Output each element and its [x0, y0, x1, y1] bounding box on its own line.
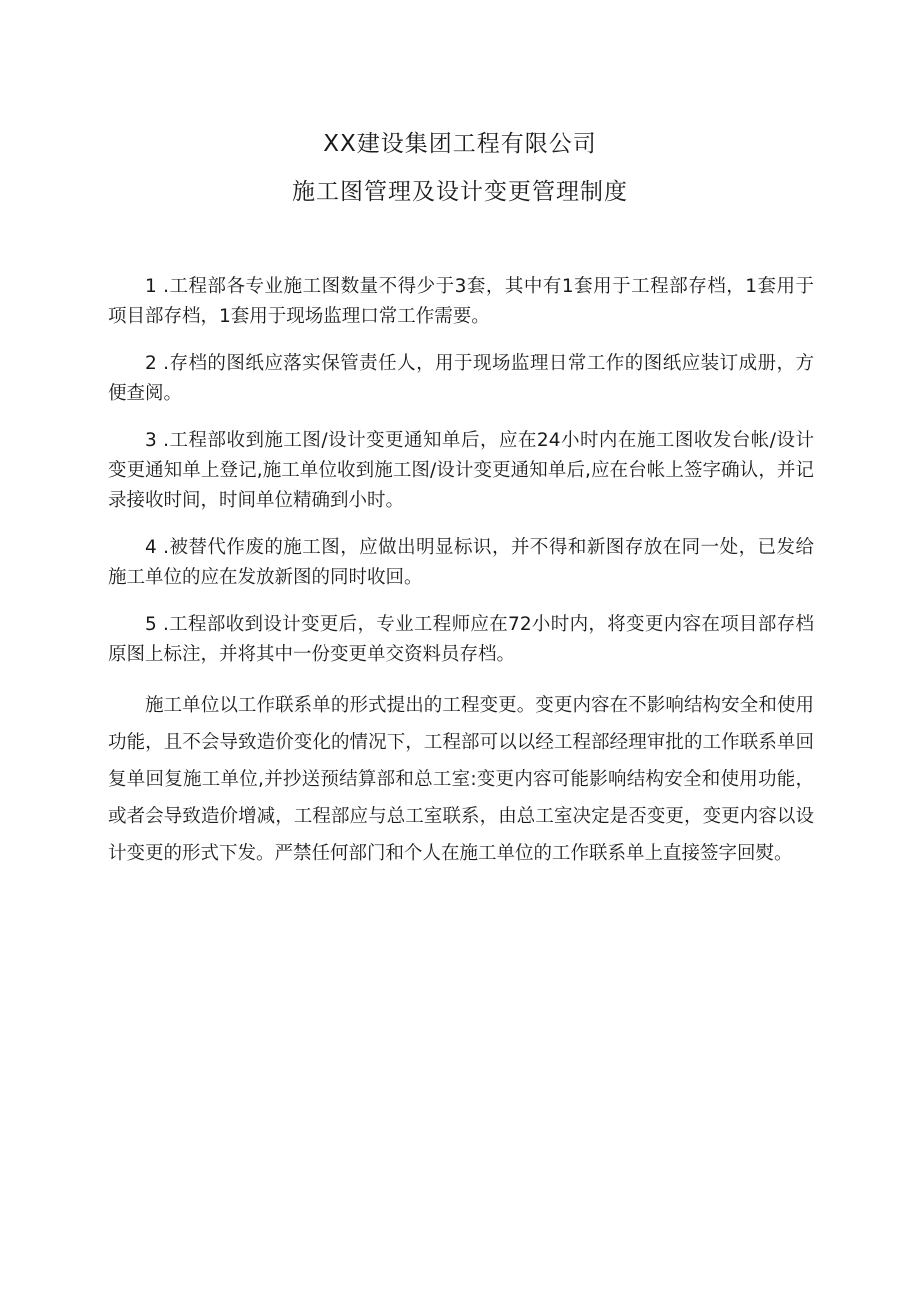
clause-5: 5 .工程部收到设计变更后，专业工程师应在72小时内，将变更内容在项目部存档原图上标注，并将其中一份变更单交资料员存档。	[108, 614, 814, 665]
document-title: 施工图管理及设计变更管理制度	[292, 179, 628, 205]
document-body	[108, 272, 814, 872]
clause-3: 3 .工程部收到施工图/设计变更通知单后，应在24小时内在施工图收发台帐/设计变更通知单上登记,施工单位收到施工图/设计变更通知单后,应在台帐上签字确认，并记录接收时间，时间单位精确到小时。	[108, 430, 814, 511]
company-title: XX建设集团工程有限公司	[323, 131, 597, 157]
closing-paragraph: 施工单位以工作联系单的形式提出的工程变更。变更内容在不影响结构安全和使用功能，且不会导致造价变化的情况下，工程部可以以经工程部经理审批的工作联系单回复单回复施工单位,并抄送预结算部和总工室:变更内容可能影响结构安全和使用功能，或者会导致造价增减，工程部应与总工室联系，由总工室决定是否变更，变更内容以设计变更的形式下发。严禁任何部门和个人在施工单位的工作联系单上直接签字回熨。	[108, 695, 814, 864]
clause-1: 1 .工程部各专业施工图数量不得少于3套，其中有1套用于工程部存档，1套用于项目部存档，1套用于现场监理口常工作需要。	[108, 276, 814, 327]
clause-2: 2 .存档的图纸应落实保管责任人，用于现场监理日常工作的图纸应装订成册，方便查阅。	[108, 353, 814, 404]
clause-4: 4 .被替代作废的施工图，应做出明显标识，并不得和新图存放在同一处，已发给施工单位的应在发放新图的同时收回。	[108, 537, 814, 588]
